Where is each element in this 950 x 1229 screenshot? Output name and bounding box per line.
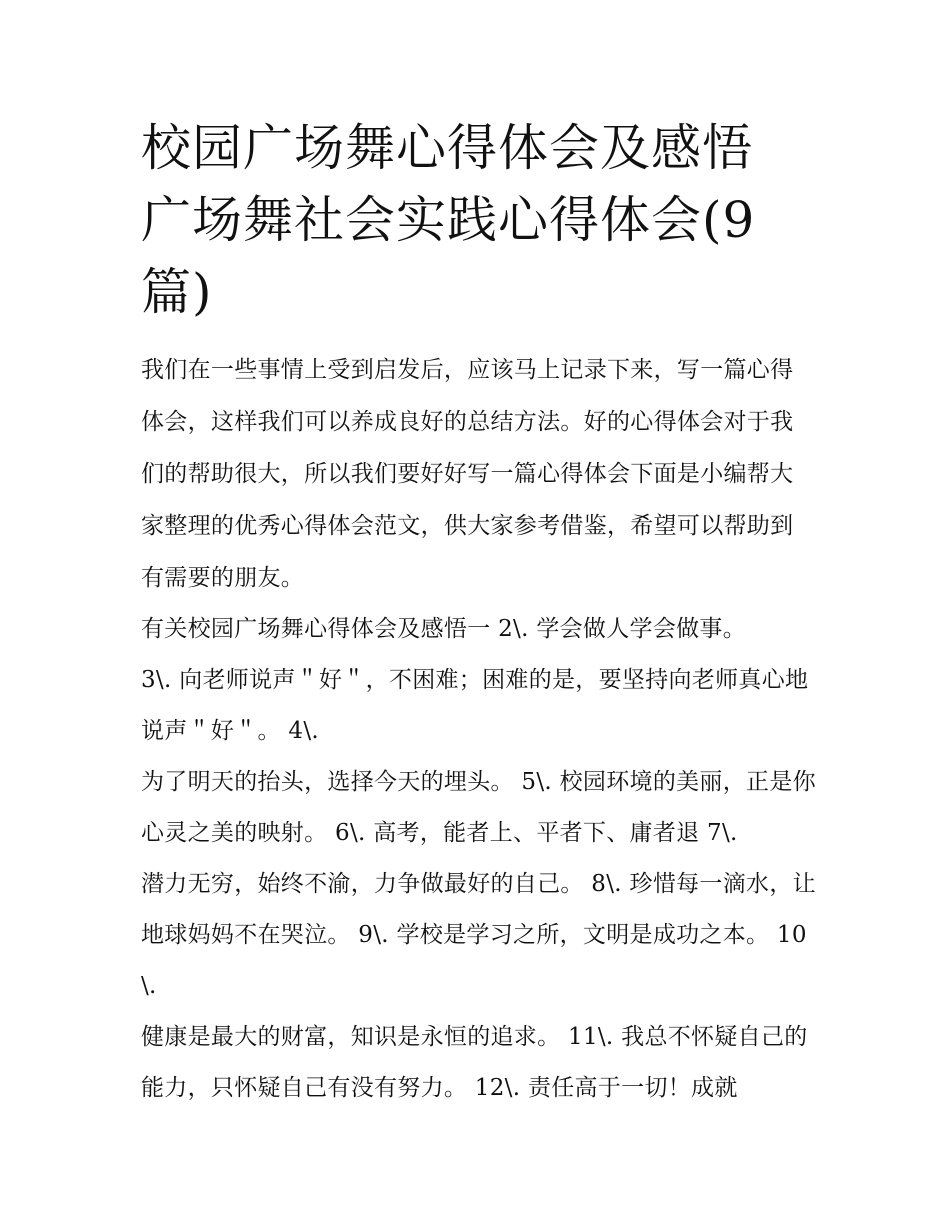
body-paragraph: 健康是最大的财富，知识是永恒的追求。 11\. 我总不怀疑自己的能力，只怀疑自己有没有努力。 12\. 责任高于一切！成就 bbox=[141, 1024, 808, 1101]
intro-paragraph: 我们在一些事情上受到启发后，应该马上记录下来，写一篇心得体会，这样我们可以养成良好的总结方法。好的心得体会对于我们的帮助很大，所以我们要好好写一篇心得体会下面是小编帮大家整理的优秀心得体会范文，供大家参考借鉴，希望可以帮助到有需要的朋友。 bbox=[141, 357, 794, 591]
body-paragraph: 3\. 向老师说声＂好＂，不困难；困难的是，要坚持向老师真心地说声＂好＂。 4\. bbox=[141, 667, 809, 744]
body-paragraph: 潜力无穷，始终不渝，力争做最好的自己。 8\. 珍惜每一滴水，让地球妈妈不在哭泣。 9\. 学校是学习之所，文明是成功之本。 10\. bbox=[141, 871, 816, 999]
body-paragraph: 有关校园广场舞心得体会及感悟一 2\. 学会做人学会做事。 bbox=[141, 616, 747, 642]
document-body bbox=[141, 112, 816, 1114]
body-paragraph: 为了明天的抬头，选择今天的埋头。 5\. 校园环境的美丽，正是你心灵之美的映射。 6\. 高考，能者上、平者下、庸者退 7\. bbox=[141, 769, 816, 846]
document-title: 校园广场舞心得体会及感悟 广场舞社会实践心得体会(9篇) bbox=[141, 119, 756, 321]
